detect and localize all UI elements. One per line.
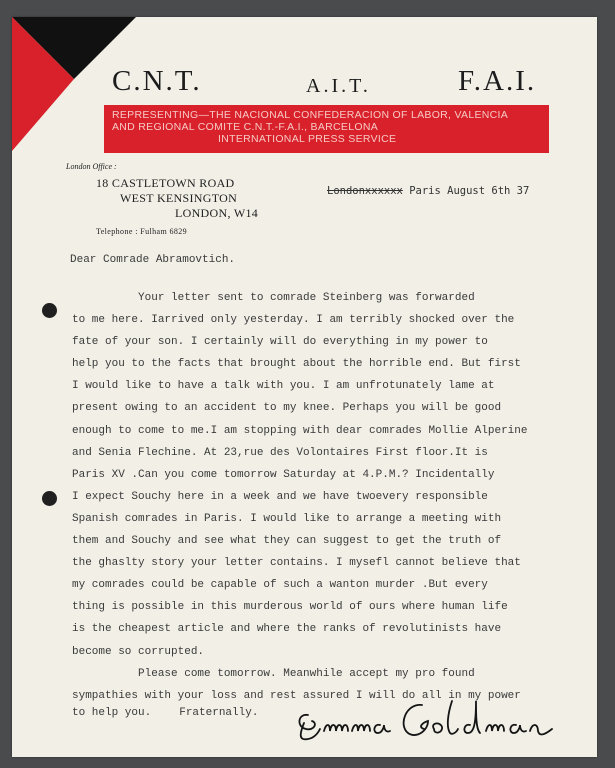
letter-date: Paris August 6th 37 <box>409 185 530 197</box>
letterhead-fai: F.A.I. <box>458 65 537 97</box>
body-line: present owing to an accident to my knee. Perhaps you will be good <box>72 402 502 415</box>
punch-hole <box>42 303 57 318</box>
letterhead-ait: A.I.T. <box>306 75 371 97</box>
punch-hole <box>42 491 57 506</box>
closing-word: Fraternally. <box>179 707 259 719</box>
red-banner <box>104 105 549 153</box>
body-line: enough to come to me.I am stopping with dear comrades Mollie Alperine <box>72 424 528 437</box>
body-line: and Senia Flechine. At 23,rue des Volontaires First floor.It is <box>72 446 488 459</box>
closing-line: to help you. <box>72 707 152 719</box>
body-line: I would like to have a talk with you. I am unfrotunately lame at <box>72 380 495 393</box>
closing <box>72 707 258 719</box>
body-line: become so corrupted. <box>72 645 205 658</box>
body-line: fate of your son. I certainly will do everything in my power to <box>72 336 488 349</box>
telephone: Telephone : Fulham 6829 <box>96 227 188 236</box>
body-line: thing is possible in this murderous world of ours where human life <box>72 601 508 614</box>
body-line: the ghaslty story your letter contains. I mysefl cannot believe that <box>72 557 521 570</box>
body-line: is the cheapest article and where the ranks of revolutinists have <box>72 623 502 636</box>
body-line: Paris XV .Can you come tomorrow Saturday at 4.P.M.? Incidentally <box>72 468 495 481</box>
body-line: Spanish comrades in Paris. I would like to arrange a meeting with <box>72 512 502 525</box>
banner-line: INTERNATIONAL PRESS SERVICE <box>218 133 397 145</box>
body-line: them and Souchy and see what they can suggest to get the truth of <box>72 535 502 548</box>
body-line: help you to the facts that brought about the horrible end. But first <box>72 358 521 371</box>
body-line: I expect Souchy here in a week and we have twoevery responsible <box>72 490 488 503</box>
body-line: my comrades could be capable of such a wanton murder .But every <box>72 579 488 592</box>
office-label: London Office : <box>66 162 117 171</box>
letter-body <box>72 287 527 707</box>
address-line: WEST KENSINGTON <box>120 191 238 205</box>
body-line: sympathies with your loss and rest assured I will do all in my power <box>72 689 521 702</box>
dateline <box>327 185 529 197</box>
banner-line: REPRESENTING—THE NACIONAL CONFEDERACION OF LABOR, VALENCIA <box>112 109 509 121</box>
body-line: to me here. Iarrived only yesterday. I am terribly shocked over the <box>72 314 515 327</box>
address-line: 18 CASTLETOWN ROAD <box>96 176 235 190</box>
banner-line: AND REGIONAL COMITE C.N.T.-F.A.I., BARCELONA <box>112 121 379 133</box>
signature <box>294 693 564 751</box>
letterhead <box>12 65 597 101</box>
letter-page <box>12 17 597 757</box>
salutation: Dear Comrade Abramovtich. <box>70 254 236 266</box>
body-line: Please come tomorrow. Meanwhile accept my pro found <box>72 667 475 680</box>
struck-place: Londonxxxxxx <box>327 185 403 197</box>
body-line: Your letter sent to comrade Steinberg was forwarded <box>72 292 475 304</box>
address-line: LONDON, W14 <box>175 206 259 220</box>
letterhead-cnt: C.N.T. <box>112 65 202 97</box>
